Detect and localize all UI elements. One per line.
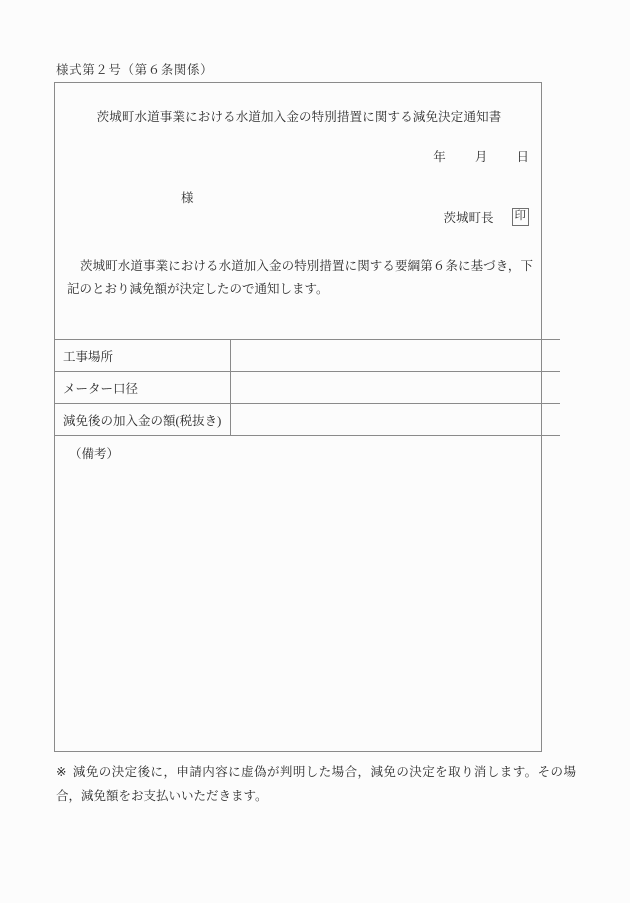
row-value-reduced-fee-amount[interactable] <box>231 404 561 436</box>
date-month-label: 月 <box>474 150 488 164</box>
footer-note <box>56 760 576 809</box>
body-paragraph: 茨城町水道事業における水道加入金の特別措置に関する要綱第６条に基づき，下記のとおり減免額が決定したので通知します。 <box>67 259 533 297</box>
decision-details-table <box>55 339 560 436</box>
form-number-label: 様式第２号（第６条関係） <box>56 63 214 77</box>
row-value-construction-site[interactable] <box>231 340 561 372</box>
form-main-border-box <box>54 82 542 752</box>
remarks-label: （備考） <box>69 447 120 461</box>
remarks-section[interactable] <box>55 435 543 752</box>
date-line <box>433 147 529 165</box>
row-label-construction-site: 工事場所 <box>55 340 231 372</box>
table-row <box>55 340 560 372</box>
issuer-name-label: 茨城町長 <box>443 211 494 225</box>
footer-note-text: 減免の決定後に，申請内容に虚偽が判明した場合，減免の決定を取り消します。その場合，減免額をお支払いいただきます。 <box>56 765 576 804</box>
page-title: 茨城町水道事業における水道加入金の特別措置に関する減免決定通知書 <box>96 110 502 124</box>
seal-stamp-icon: 印 <box>512 208 530 225</box>
row-label-meter-diameter: メーター口径 <box>55 372 231 404</box>
row-label-reduced-fee-amount: 減免後の加入金の額(税抜き) <box>55 404 231 436</box>
date-year-label: 年 <box>433 150 446 164</box>
table-row <box>55 404 560 436</box>
issuer-line <box>443 208 529 226</box>
table-row <box>55 372 560 404</box>
row-value-meter-diameter[interactable] <box>231 372 561 404</box>
note-marker-icon: ※ <box>56 765 67 779</box>
recipient-honorific-label: 様 <box>181 191 194 205</box>
date-day-label: 日 <box>516 150 529 164</box>
